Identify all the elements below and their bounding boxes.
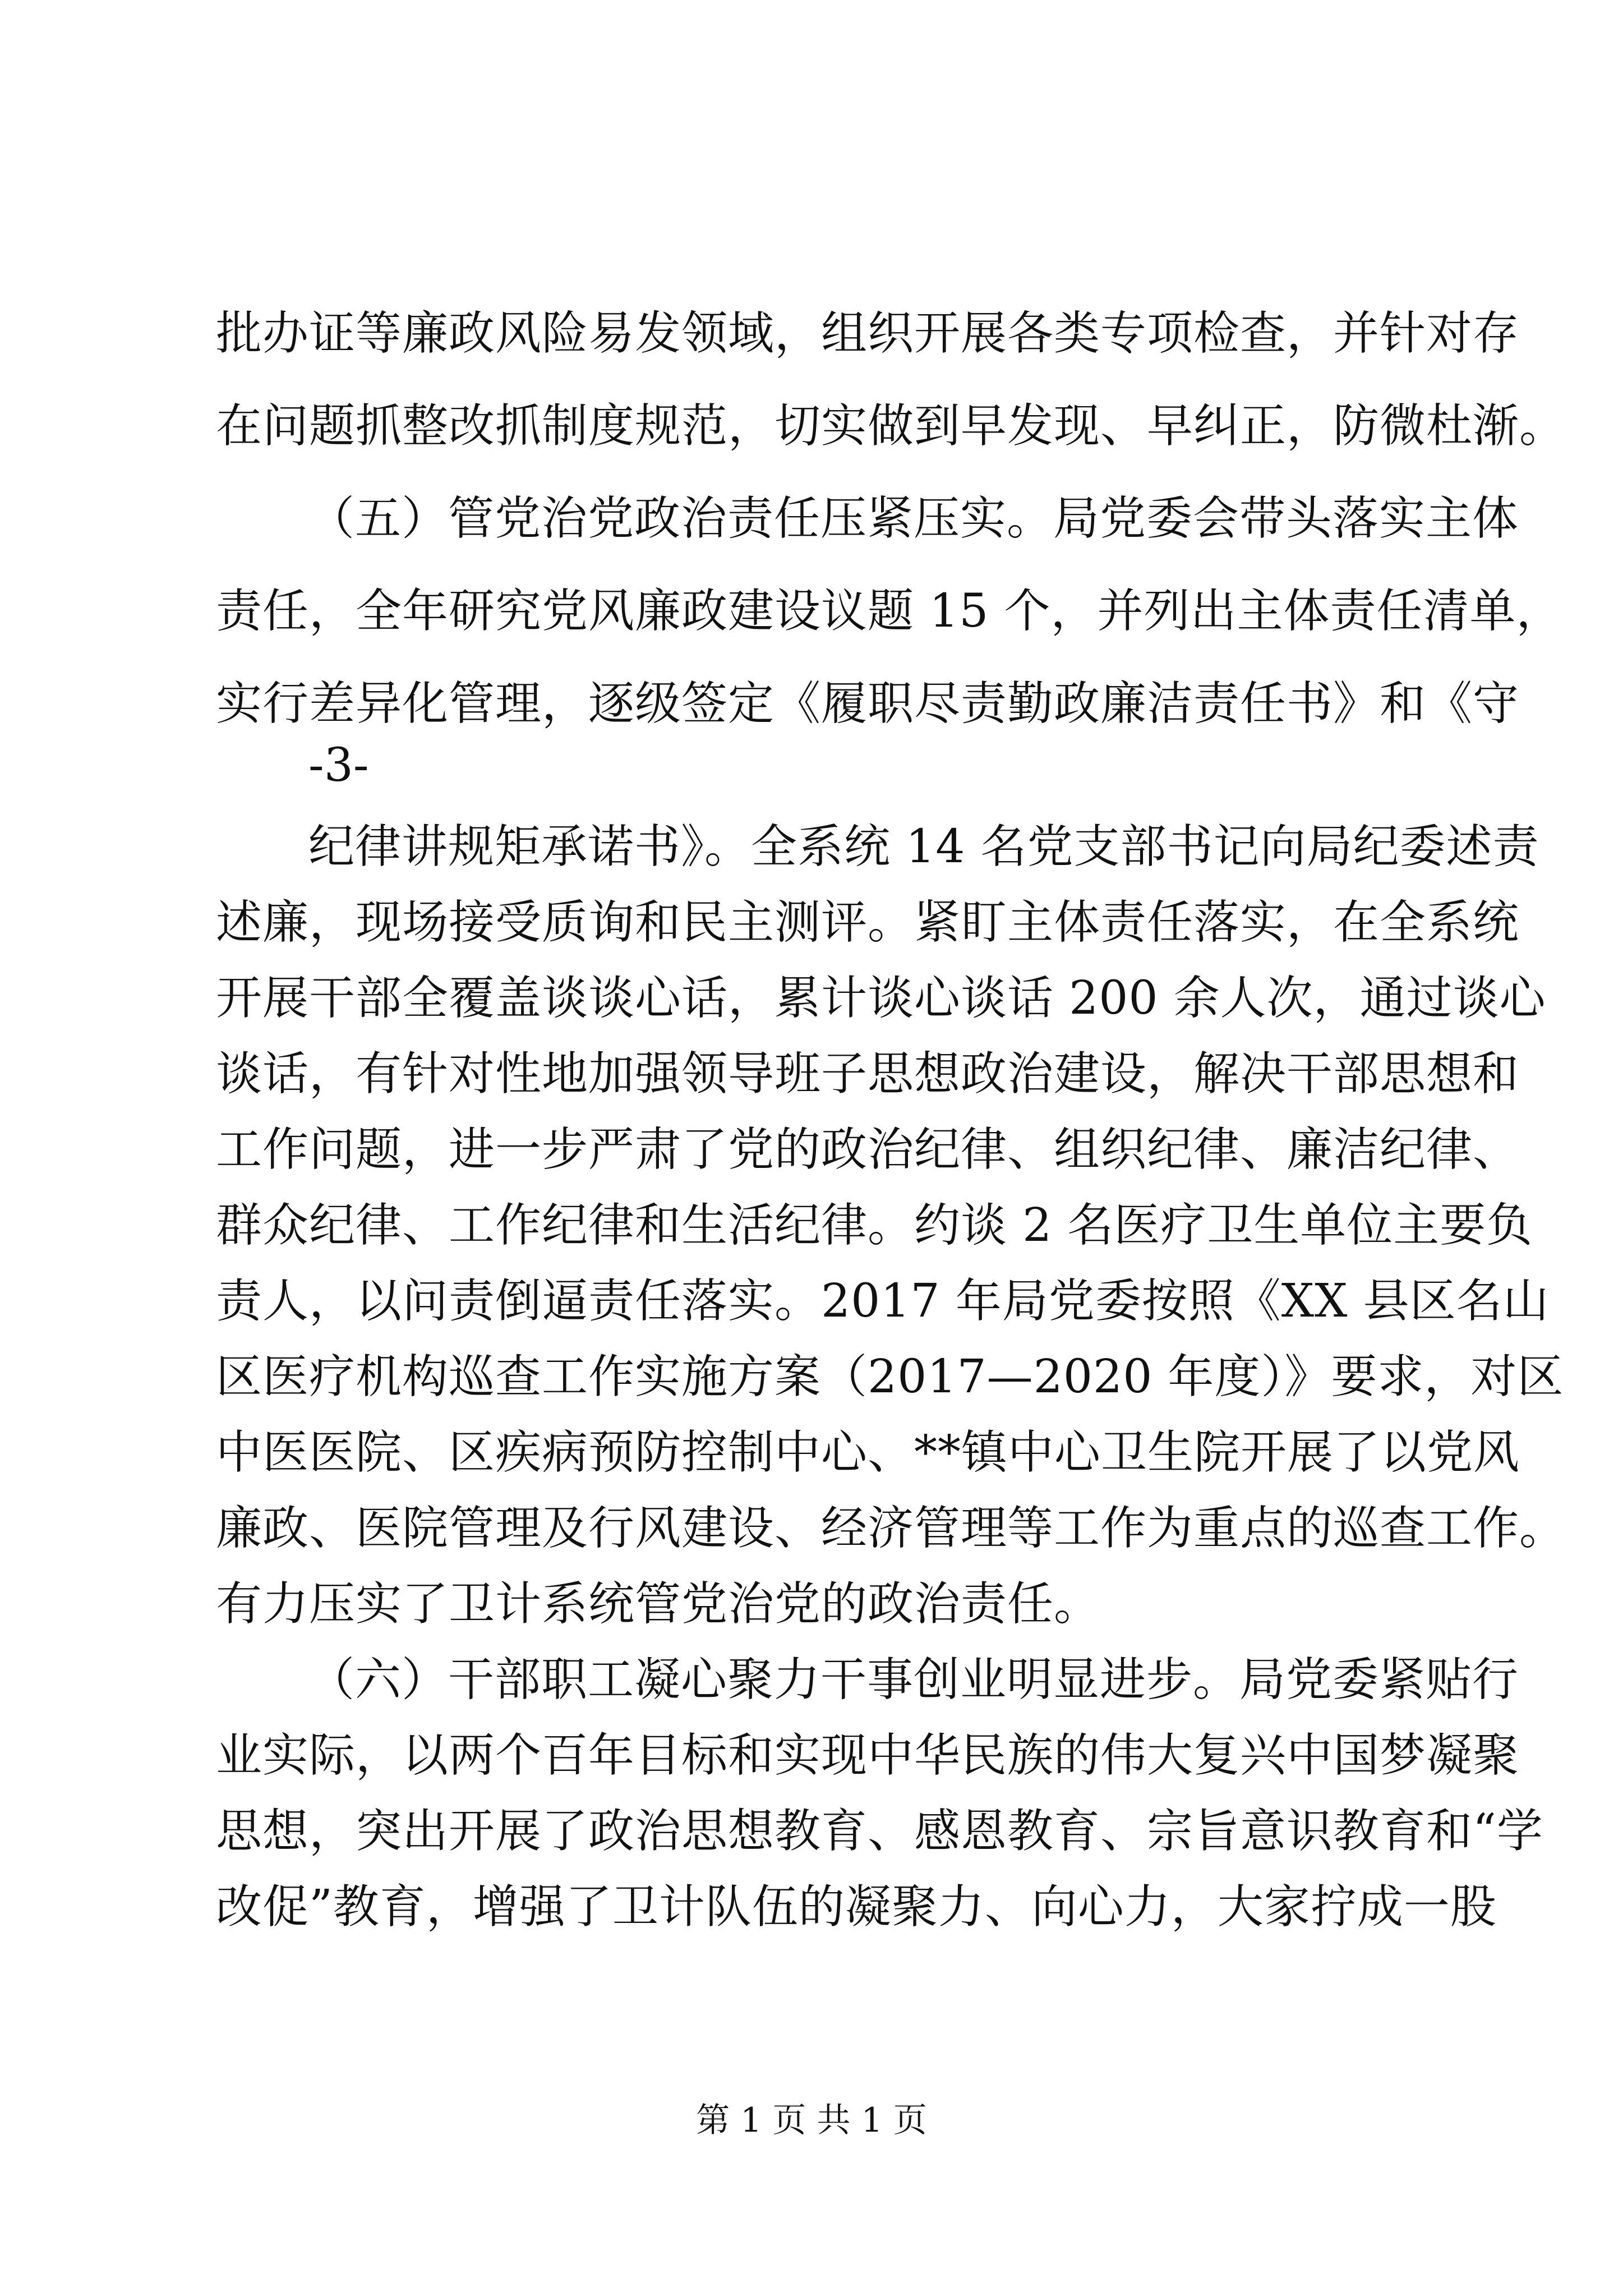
page-footer: 第 1 页 共 1 页 xyxy=(696,2101,927,2140)
body-line-11: 群众纪律、工作纪律和生活纪律。约谈 2 名医疗卫生单位主要负 xyxy=(216,1199,1533,1252)
body-line-5: 实行差异化管理，逐级签定《履职尽责勤政廉洁责任书》和《守 xyxy=(216,677,1520,730)
body-line-20: 改促”教育，增强了卫计队伍的凝聚力、向心力，大家拧成一股 xyxy=(216,1880,1497,1934)
body-line-2: 在问题抓整改抓制度规范，切实做到早发现、早纠正，防微杜渐。 xyxy=(216,399,1566,453)
body-line-6: 纪律讲规矩承诺书》。全系统 14 名党支部书记向局纪委述责 xyxy=(308,820,1539,873)
body-line-14: 中医医院、区疾病预防控制中心、**镇中心卫生院开展了以党风 xyxy=(216,1426,1520,1479)
body-line-8: 开展干部全覆盖谈谈心话，累计谈心谈话 200 余人次，通过谈心 xyxy=(216,972,1546,1025)
body-line-12: 责人，以问责倒逼责任落实。2017 年局党委按照《XX 县区名山 xyxy=(216,1274,1550,1328)
body-line-10: 工作问题，进一步严肃了党的政治纪律、组织纪律、廉洁纪律、 xyxy=(216,1123,1520,1176)
body-line-3: （五）管党治党政治责任压紧压实。局党委会带头落实主体 xyxy=(308,492,1519,545)
body-line-4: 责任，全年研究党风廉政建设议题 15 个，并列出主体责任清单， xyxy=(216,585,1563,638)
body-line-13: 区医疗机构巡查工作实施方案（2017—2020 年度）》要求，对区 xyxy=(216,1350,1564,1404)
body-line-9: 谈话，有针对性地加强领导班子思想政治建设，解决干部思想和 xyxy=(216,1047,1520,1101)
body-line-17: （六）干部职工凝心聚力干事创业明显进步。局党委紧贴行 xyxy=(308,1653,1519,1706)
body-line-7: 述廉，现场接受质询和民主测评。紧盯主体责任落实，在全系统 xyxy=(216,896,1520,949)
body-line-19: 思想，突出开展了政治思想教育、感恩教育、宗旨意识教育和“学 xyxy=(216,1805,1543,1858)
page-marker: -3- xyxy=(308,739,369,792)
body-line-16: 有力压实了卫计系统管党治党的政治责任。 xyxy=(216,1577,1101,1631)
body-line-18: 业实际，以两个百年目标和实现中华民族的伟大复兴中国梦凝聚 xyxy=(216,1729,1520,1782)
body-line-1: 批办证等廉政风险易发领域，组织开展各类专项检查，并针对存 xyxy=(216,307,1520,360)
body-line-15: 廉政、医院管理及行风建设、经济管理等工作为重点的巡查工作。 xyxy=(216,1502,1566,1555)
